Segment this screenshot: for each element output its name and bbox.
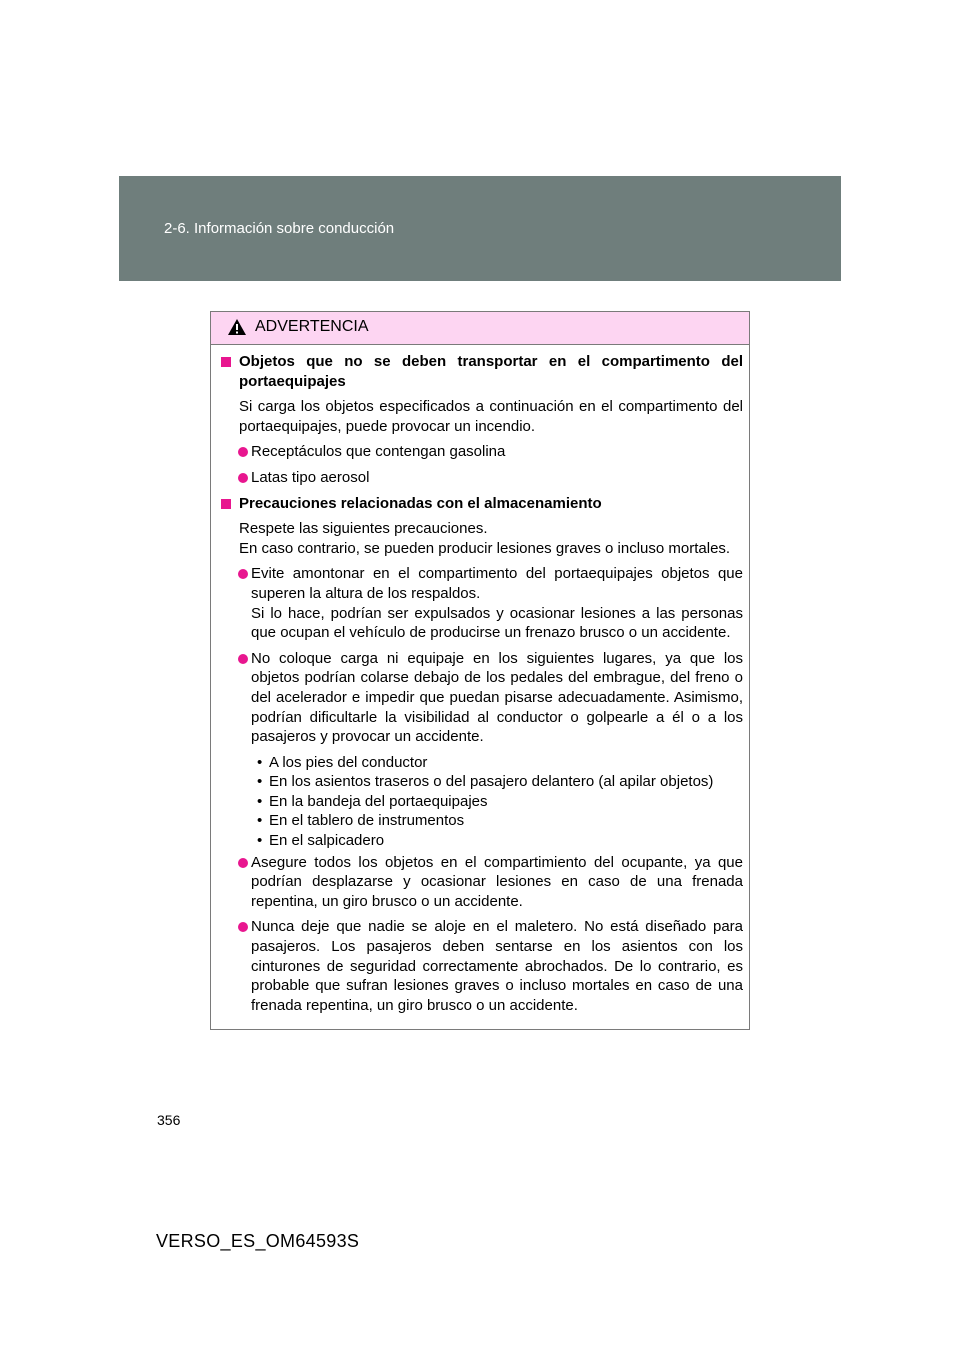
places-list [219, 753, 743, 851]
paragraph: Si carga los objetos especificados a continuación en el compartimento del portaequipajes, puede provocar un incendio. [239, 398, 743, 435]
warning-body [219, 352, 743, 1015]
place-item: • A los pies del conductor [257, 753, 428, 771]
warning-header [211, 312, 749, 345]
square-bullet-icon [221, 357, 231, 367]
place-item: • En el salpicadero [257, 832, 385, 850]
warning-box [210, 311, 750, 1030]
section-header-band [119, 176, 841, 281]
round-bullet-icon [238, 654, 248, 664]
place-item: • En los asientos traseros o del pasajero delantero (al apilar objetos) [257, 773, 714, 791]
round-bullet-icon [238, 922, 248, 932]
round-bullet-icon [238, 858, 248, 868]
round-bullet-icon [238, 447, 248, 457]
round-bullet-icon [238, 569, 248, 579]
list-item: Evite amontonar en el compartimento del portaequipajes objetos que superen la altura de los respaldos. Si lo hace, podrían ser expulsados y ocasionar lesiones a las personas que ocupan el vehículo de producirse un frenazo brusco o un accidente. [219, 564, 743, 642]
list-item: Latas tipo aerosol [219, 468, 743, 488]
paragraph: Respete las siguientes precauciones. En caso contrario, se pueden producir lesiones graves o incluso mortales. [239, 520, 731, 557]
section-title: 2-6. Información sobre conducción [164, 220, 395, 237]
list-item: Nunca deje que nadie se aloje en el maletero. No está diseñado para pasajeros. Los pasajeros deben sentarse en los asientos con los cinturones de seguridad correctamente abrochados. De lo contrario, es probable que sufran lesiones graves o incluso mortales en caso de una frenada repentina, un giro brusco o un accidente. [219, 917, 743, 1015]
round-bullet-icon [238, 473, 248, 483]
place-item: • En el tablero de instrumentos [257, 812, 465, 830]
warning-title: ADVERTENCIA [255, 318, 369, 335]
list-item: Asegure todos los objetos en el compartimiento del ocupante, ya que podrían desplazarse y ocasionar lesiones en caso de una frenada repentina, un giro brusco o un accidente. [219, 853, 743, 912]
place-item: • En la bandeja del portaequipajes [257, 792, 488, 810]
square-bullet-icon [221, 499, 231, 509]
document-code: VERSO_ES_OM64593S [156, 1231, 360, 1251]
list-item: No coloque carga ni equipaje en los siguientes lugares, ya que los objetos podrían colarse debajo de los pedales del embrague, del freno o del acelerador e impedir que puedan pisarse adecuadamente. Asimismo, podrían dificultarle la visibilidad al conductor o golpearle a él o a los pasajeros y provocar un accidente. [219, 649, 743, 747]
section-heading: Objetos que no se deben transportar en el compartimento del portaequipajes [219, 352, 743, 391]
section-heading: Precauciones relacionadas con el almacenamiento [219, 494, 743, 514]
warning-triangle-icon [227, 318, 247, 336]
page-number: 356 [157, 1112, 181, 1128]
list-item: Receptáculos que contengan gasolina [219, 442, 743, 462]
